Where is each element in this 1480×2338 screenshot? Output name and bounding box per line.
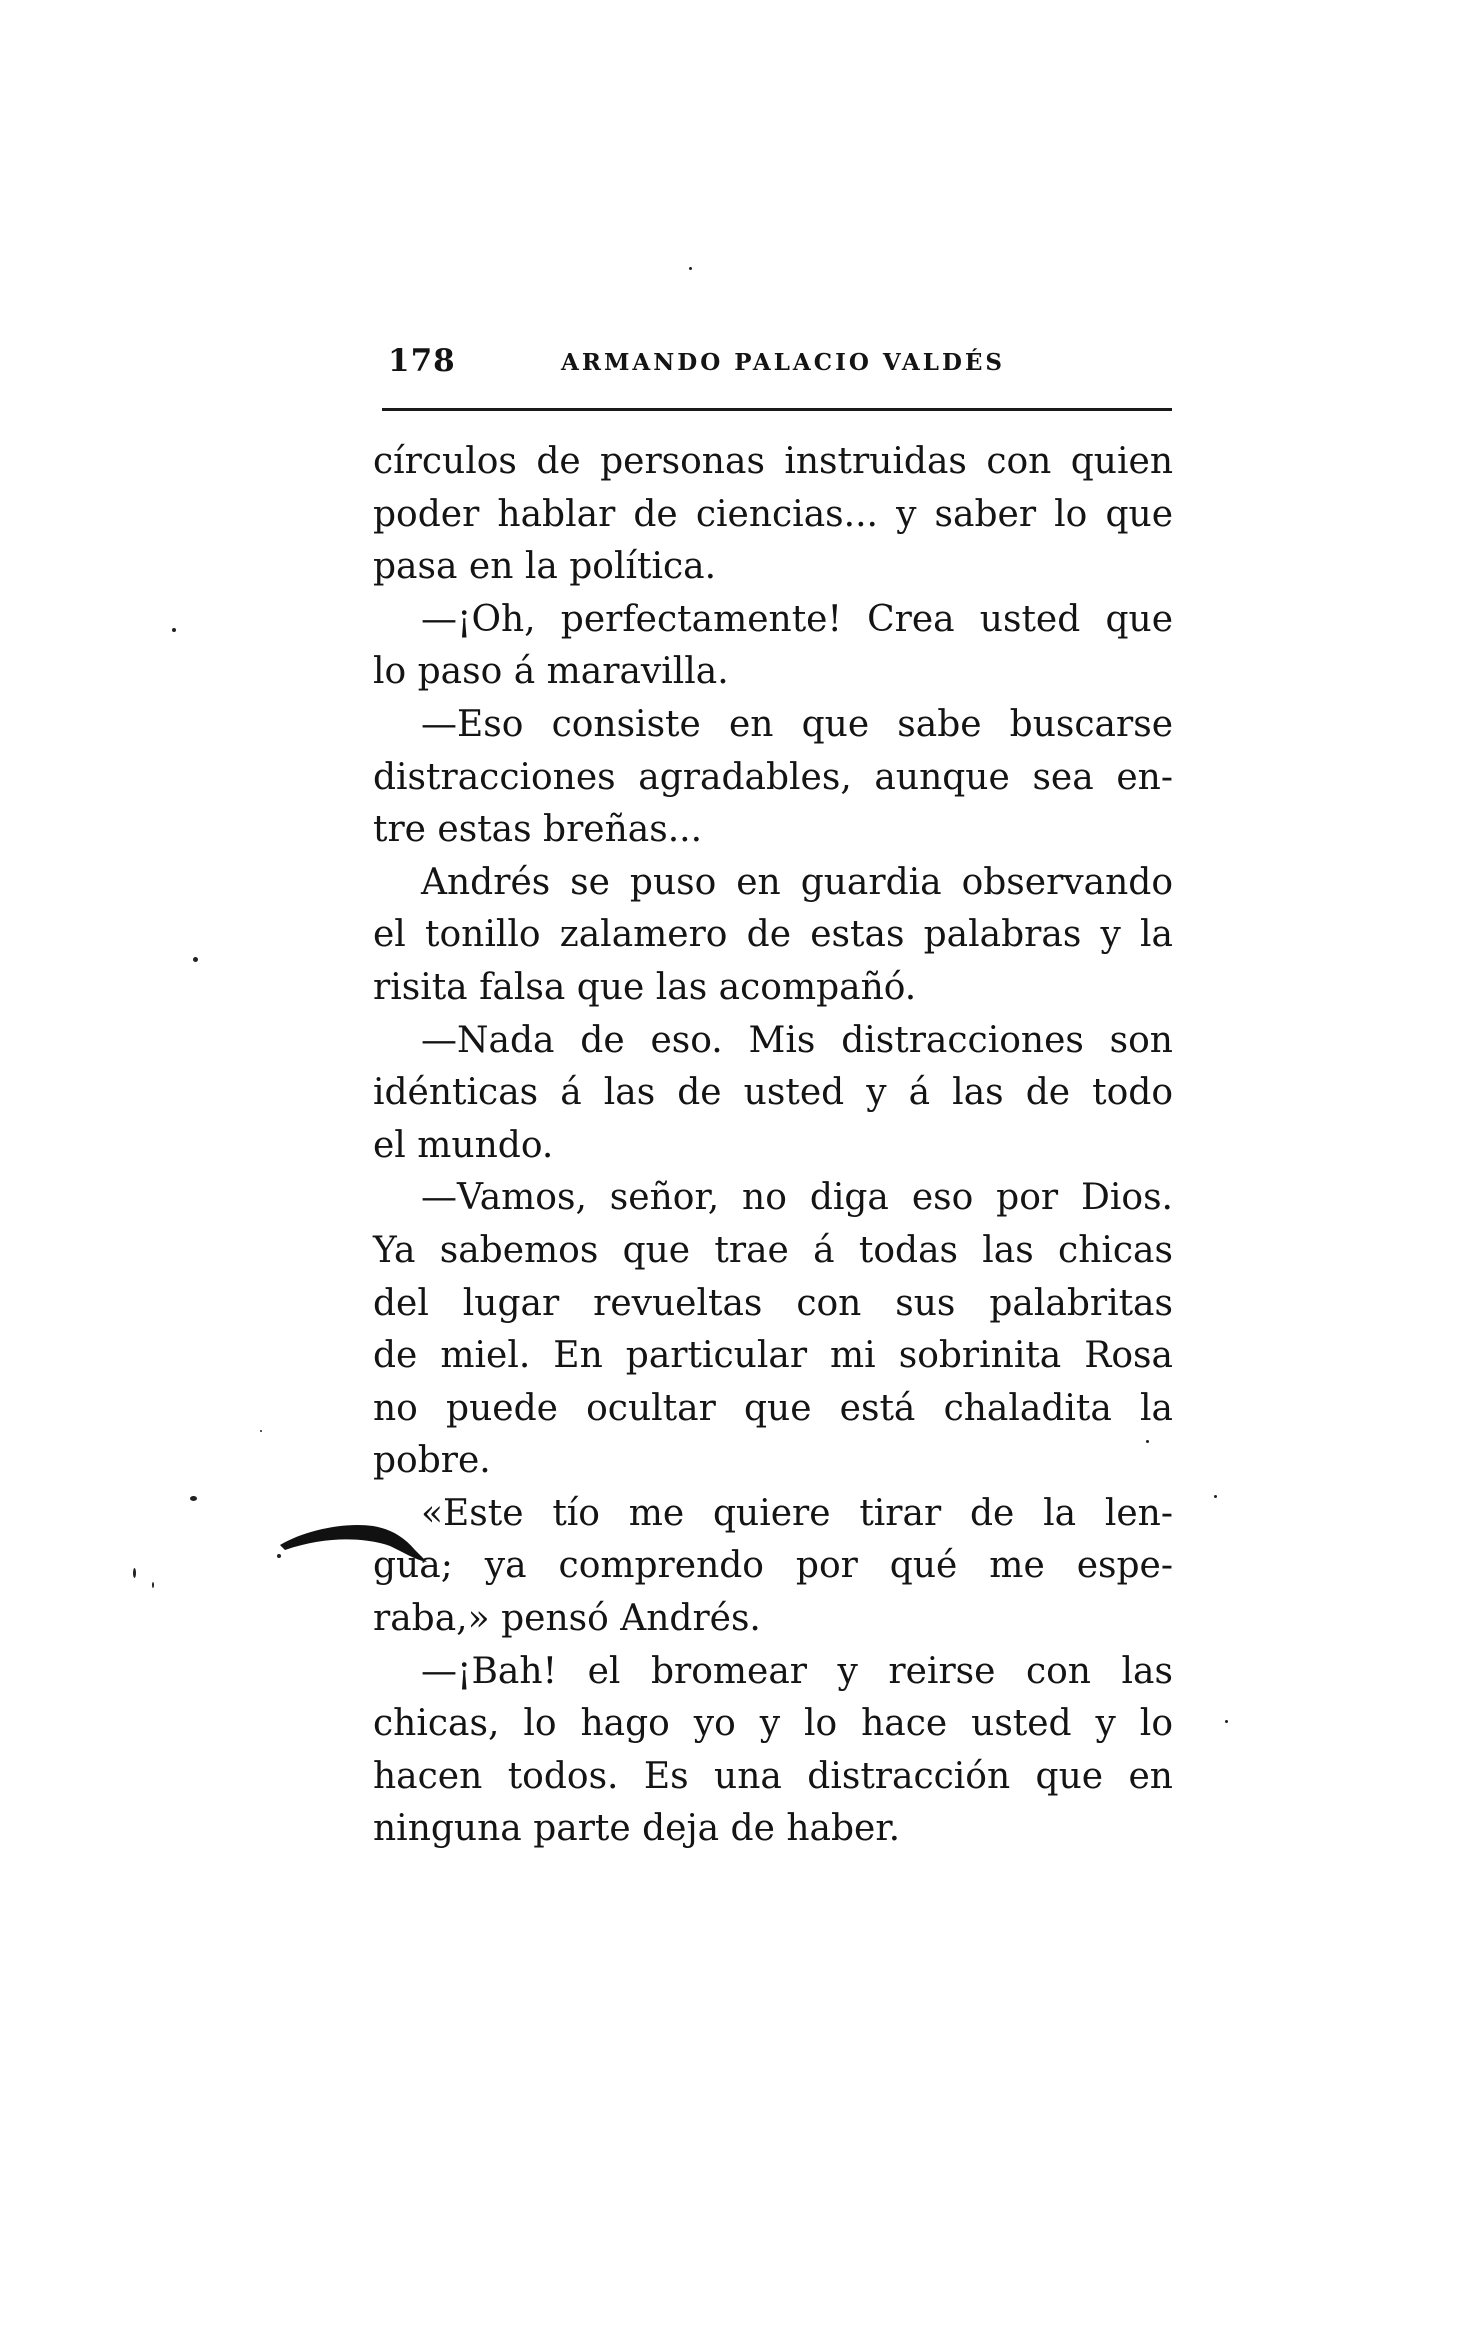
text-line: —Nada de eso. Mis distracciones son [421,1019,1173,1061]
text-line: hacen todos. Es una distracción que en [373,1755,1173,1797]
text-line: Ya sabemos que trae á todas las chicas [373,1229,1173,1271]
text-line: poder hablar de ciencias... y saber lo que [373,493,1173,535]
speck [689,267,692,270]
ink-blot-mark [265,1510,465,1590]
text-line: el mundo. [373,1124,554,1166]
text-line: de miel. En particular mi sobrinita Rosa [373,1335,1173,1377]
text-line: —Vamos, señor, no diga eso por Dios. [421,1177,1173,1219]
text-line: pobre. [373,1440,491,1482]
header-rule [382,408,1172,411]
speck [1214,1495,1217,1498]
speck [190,1496,197,1501]
body-text [373,436,1173,1856]
speck [152,1582,154,1588]
running-head-author: ARMANDO PALACIO VALDÉS [561,349,1006,376]
text-line: «Este tío me quiere tirar de la len- [421,1492,1173,1534]
speck [193,957,198,962]
text-line: no puede ocultar que está chaladita la [373,1387,1173,1429]
text-line: raba,» pensó Andrés. [373,1598,761,1640]
speck [260,1430,262,1432]
text-line: pasa en la política. [373,546,717,588]
text-line: círculos de personas instruidas con quien [373,441,1173,482]
text-line: gua; ya comprendo por qué me espe- [373,1545,1173,1587]
text-line: idénticas á las de usted y á las de todo [373,1072,1173,1114]
text-line: lo paso á maravilla. [373,651,729,693]
text-line: distracciones agradables, aunque sea en- [373,756,1173,798]
text-line: —¡Oh, perfectamente! Crea usted que [421,598,1173,640]
text-line: el tonillo zalamero de estas palabras y la [373,914,1173,956]
text-line: —¡Bah! el bromear y reirse con las [421,1650,1173,1692]
text-line: tre estas breñas... [373,809,703,851]
text-line: ninguna parte deja de haber. [373,1808,901,1850]
text-line: risita falsa que las acompañó. [373,966,917,1008]
text-line: —Eso consiste en que sabe buscarse [421,703,1173,745]
text-line: Andrés se puso en guardia observando [421,861,1173,903]
speck [1146,1440,1149,1443]
running-header [376,343,1171,387]
page-number: 178 [388,343,456,379]
speck [133,1568,136,1578]
speck [1225,1720,1228,1723]
text-line: del lugar revueltas con sus palabritas [373,1282,1173,1324]
text-line: chicas, lo hago yo y lo hace usted y lo [373,1703,1173,1745]
speck [172,628,176,632]
